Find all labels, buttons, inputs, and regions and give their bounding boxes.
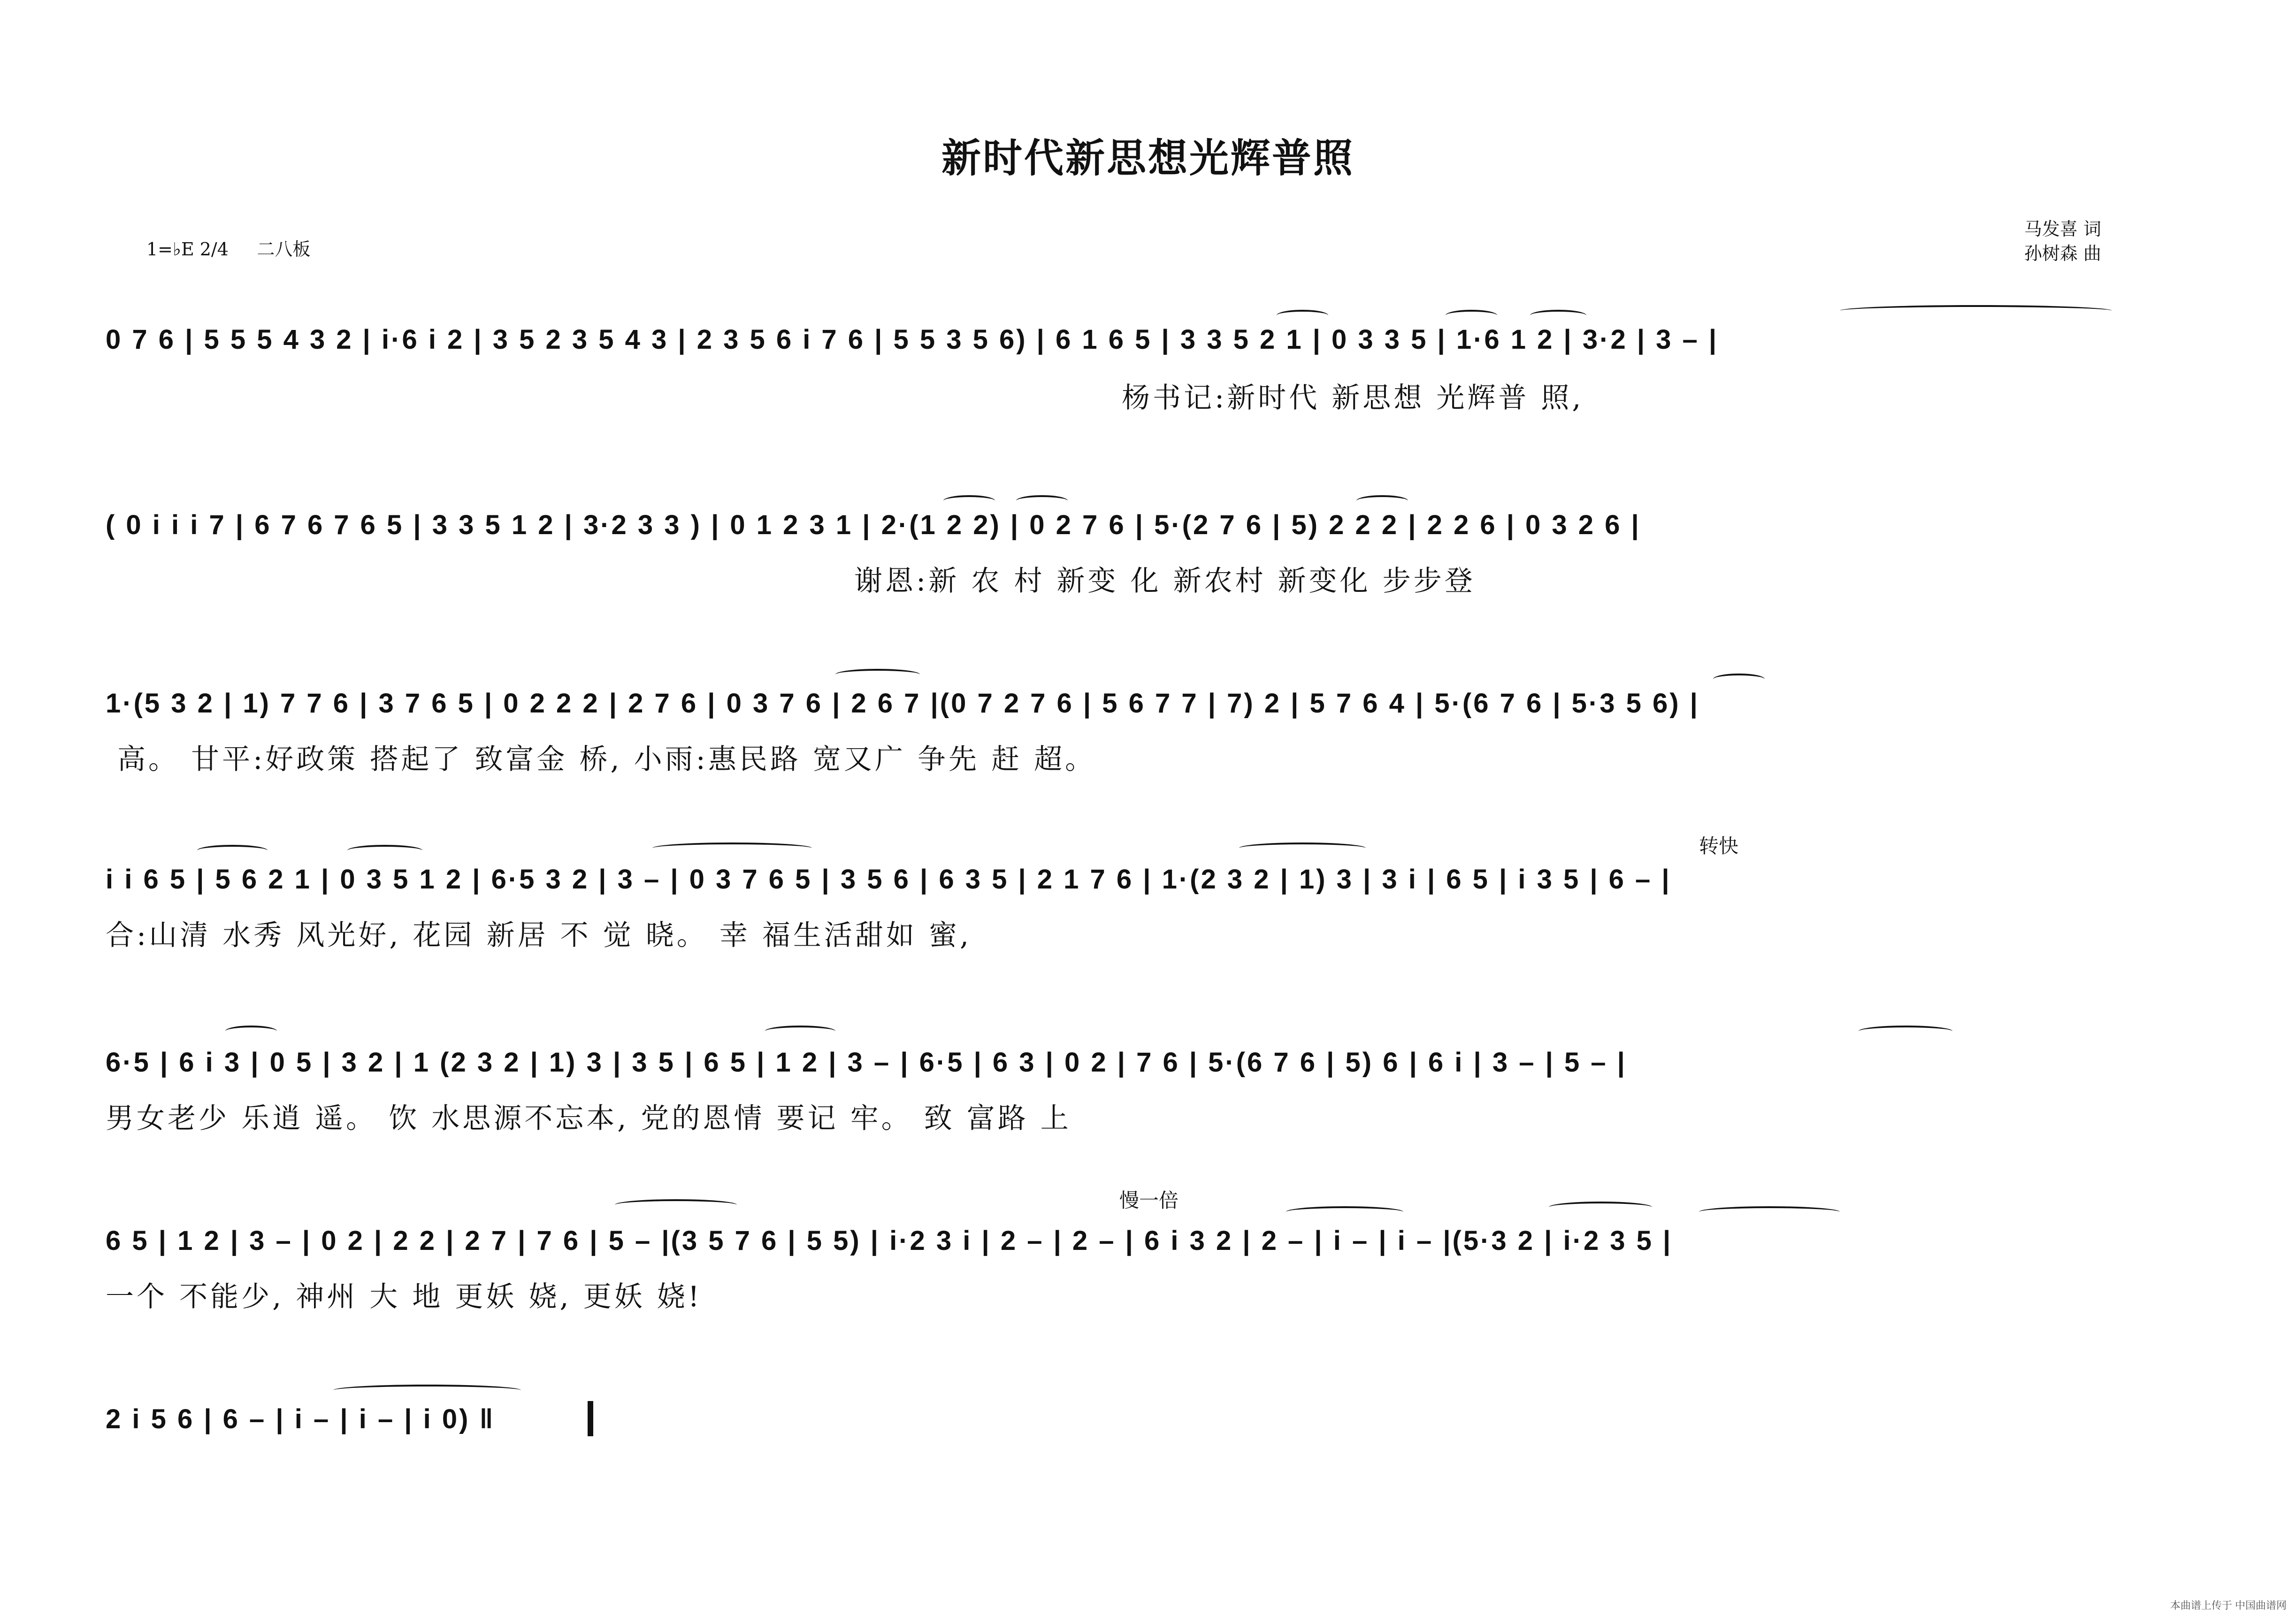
key-text: 1=♭E 2/4 (146, 239, 229, 260)
slur (943, 495, 995, 506)
system-1-notes: 0 7 6 | 5 5 5 4 3 2 | i·6 i 2 | 3 5 2 3 5 4 3 | 2 3 5 6 i 7 6 | 5 5 3 5 6) | 6 1 6 5 | 3 3 5 2 1 | 0 3 3 5 | 1·6 1 2 | 3·2 | 3 – | (106, 324, 1719, 355)
slur (1530, 310, 1586, 321)
slur (1713, 674, 1765, 685)
slur (1239, 842, 1366, 854)
slur (835, 669, 920, 680)
system-5-notes: 6·5 | 6 i 3 | 0 5 | 3 2 | 1 (2 3 2 | 1) 3 | 3 5 | 6 5 | 1 2 | 3 – | 6·5 | 6 3 | 0 2 | 7 6 | 5·(6 7 6 | 5) 6 | 6 i | 3 – | 5 – | (106, 1047, 1627, 1078)
slur (1356, 495, 1408, 506)
slur (225, 1026, 277, 1037)
final-barline (588, 1401, 593, 1436)
slur (1286, 1206, 1403, 1218)
slur (652, 842, 812, 854)
system-1-lyrics: 杨书记:新时代 新思想 光辉普 照, (1122, 382, 1584, 414)
tempo-style: 二八板 (257, 239, 311, 260)
system-3-lyrics: 高。 甘平:好政策 搭起了 致富金 桥, 小雨:惠民路 宽又广 争先 赶 超。 (117, 743, 1096, 776)
slur (615, 1199, 737, 1210)
composer: 孙树森 曲 (2024, 243, 2101, 264)
system-3-notes: 1·(5 3 2 | 1) 7 7 6 | 3 7 6 5 | 0 2 2 2 | 2 7 6 | 0 3 7 6 | 2 6 7 |(0 7 2 7 6 | 5 6 7 7 | 7) 2 | 5 7 6 4 | 5·(6 7 6 | 5·3 5 6) | (106, 688, 1699, 719)
song-title: 新时代新思想光辉普照 (941, 135, 1355, 181)
system-5-lyrics: 男女老少 乐逍 遥。 饮 水思源不忘本, 党的恩情 要记 牢。 致 富路 上 (106, 1102, 1071, 1135)
slur (1549, 1202, 1652, 1213)
slur (1699, 1206, 1840, 1218)
system-7-notes: 2 i 5 6 | 6 – | i – | i – | i 0) ‖ (106, 1404, 495, 1434)
slur (1859, 1026, 1952, 1037)
slur (1016, 495, 1068, 506)
system-2-notes: ( 0 i i i 7 | 6 7 6 7 6 5 | 3 3 5 1 2 | 3·2 3 3 ) | 0 1 2 3 1 | 2·(1 2 2) | 0 2 7 6 | 5·(2 7 6 | 5) 2 2 2 | 2 2 6 | 0 3 2 6 | (106, 510, 1641, 540)
tempo-change-slower: 慢一倍 (1119, 1189, 1179, 1212)
lyricist: 马发喜 词 (2024, 219, 2101, 239)
slur (1840, 305, 2112, 316)
slur (197, 845, 268, 856)
tempo-change-faster: 转快 (1699, 835, 1739, 858)
system-4-lyrics: 合:山清 水秀 风光好, 花园 新居 不 觉 晓。 幸 福生活甜如 蜜, (106, 919, 972, 952)
slur (1446, 310, 1497, 321)
slur (765, 1026, 835, 1037)
slur (333, 1385, 521, 1396)
system-4-notes: i i 6 5 | 5 6 2 1 | 0 3 5 1 2 | 6·5 3 2 | 3 – | 0 3 7 6 5 | 3 5 6 | 6 3 5 | 2 1 7 6 | 1·(2 3 2 | 1) 3 | 3 i | 6 5 | i 3 5 | 6 – | (106, 864, 1671, 895)
system-6-notes: 6 5 | 1 2 | 3 – | 0 2 | 2 2 | 2 7 | 7 6 | 5 – |(3 5 7 6 | 5 5) | i·2 3 i | 2 – | 2 – | 6 i 3 2 | 2 – | i – | i – |(5·3 2 | i·2 3 5 | (106, 1225, 1673, 1256)
system-6-lyrics: 一个 不能少, 神州 大 地 更妖 娆, 更妖 娆! (106, 1280, 702, 1313)
system-2-lyrics: 谢恩:新 农 村 新变 化 新农村 新变化 步步登 (854, 565, 1476, 597)
slur (347, 845, 422, 856)
credits (2024, 217, 2101, 266)
footer-watermark: 本曲谱上传于 中国曲谱网 (2170, 1600, 2287, 1611)
slur (1277, 310, 1328, 321)
key-signature (146, 235, 310, 260)
